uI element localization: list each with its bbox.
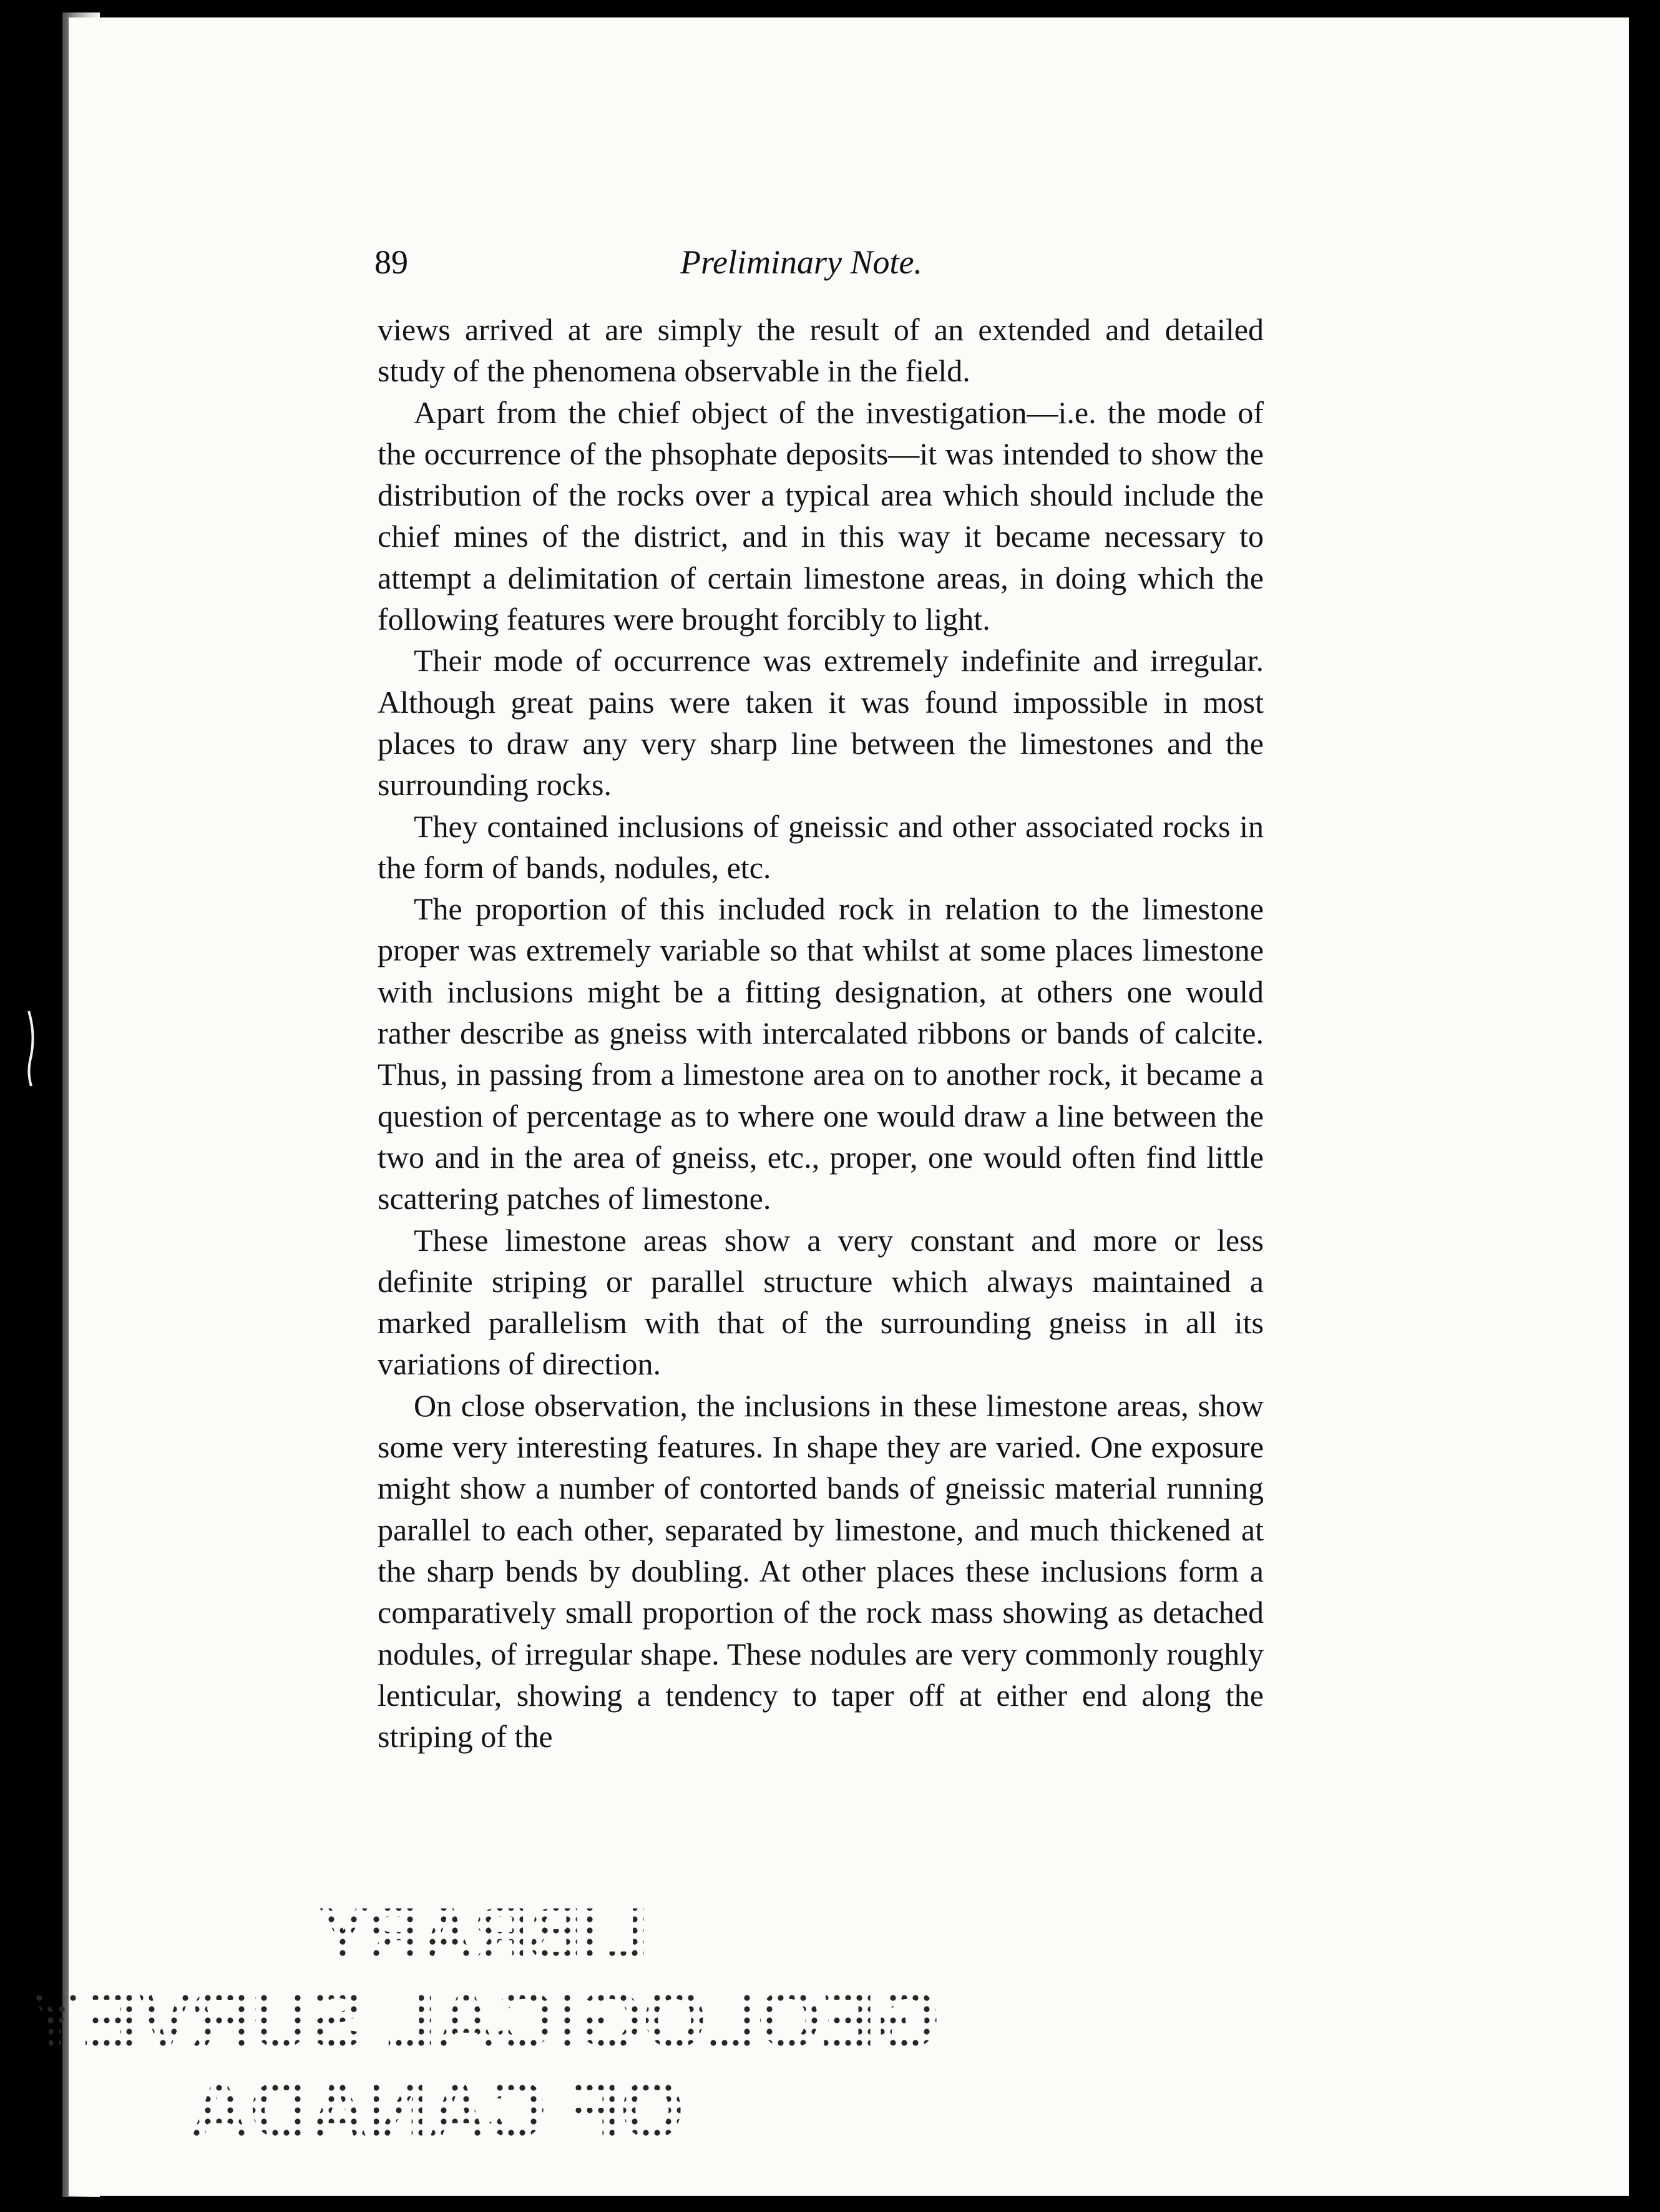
paragraph: Their mode of occurrence was extremely indefinite and irregular. Although great pains were taken it was found impossible in most places to draw any very sharp line between the limestones and the surrounding rocks.	[378, 643, 1264, 803]
stray-mark	[25, 1011, 37, 1086]
paragraph: These limestone areas show a very constant and more or less definite striping or parallel structure which always maintained a marked parallelism with that of the surrounding gneiss in all its variations of direction.	[378, 1222, 1264, 1382]
stamp-line-canada: OF CANADA	[190, 2063, 684, 2155]
library-perforation-stamp	[27, 1891, 940, 2155]
paragraph: Apart from the chief object of the investigation—i.e. the mode of the occurrence of the phsophate deposits—it was intended to show the distribution of the rocks over a typical area which should include the chief mines of the district, and in this way it became necessary to attempt a delimitation of certain limestone areas, in doing which the following features were brought forcibly to light.	[378, 394, 1264, 637]
stamp-line-survey: GEOLOGICAL SURVEY	[27, 1973, 940, 2065]
paragraph: They contained inclusions of gneissic and other associated rocks in the form of bands, nodules, etc.	[378, 808, 1264, 885]
stamp-line-library: LIBRARY	[318, 1892, 649, 1976]
paragraph: On close observation, the inclusions in these limestone areas, show some very interesting features. In shape they are varied. One exposure might show a number of contorted bands of gneissic material running parallel to each other, separated by limestone, and much thickened at the sharp bends by doubling. At other places these inclusions form a comparatively small proportion of the rock mass showing as detached nodules, of irregular shape. These nodules are very commonly roughly lenticular, showing a tendency to taper off at either end along the striping of the	[378, 1387, 1264, 1754]
page-number: 89	[374, 243, 408, 281]
page-header	[374, 240, 1261, 296]
paragraph-continued: views arrived at are simply the result of an extended and detailed study of the phenomena observable in the field.	[378, 312, 1264, 389]
running-title: Preliminary Note.	[680, 243, 922, 281]
body-text	[378, 309, 1264, 1757]
paragraph: The proportion of this included rock in relation to the limestone proper was extremely variable so that whilst at some places limestone with inclusions might be a fitting designation, at others one would rather describe as gneiss with intercalated ribbons or bands of calcite. Thus, in passing from a limestone area on to another rock, it became a question of percentage as to where one would draw a line between the two and in the area of gneiss, etc., proper, one would often find little scattering patches of limestone.	[378, 891, 1264, 1216]
